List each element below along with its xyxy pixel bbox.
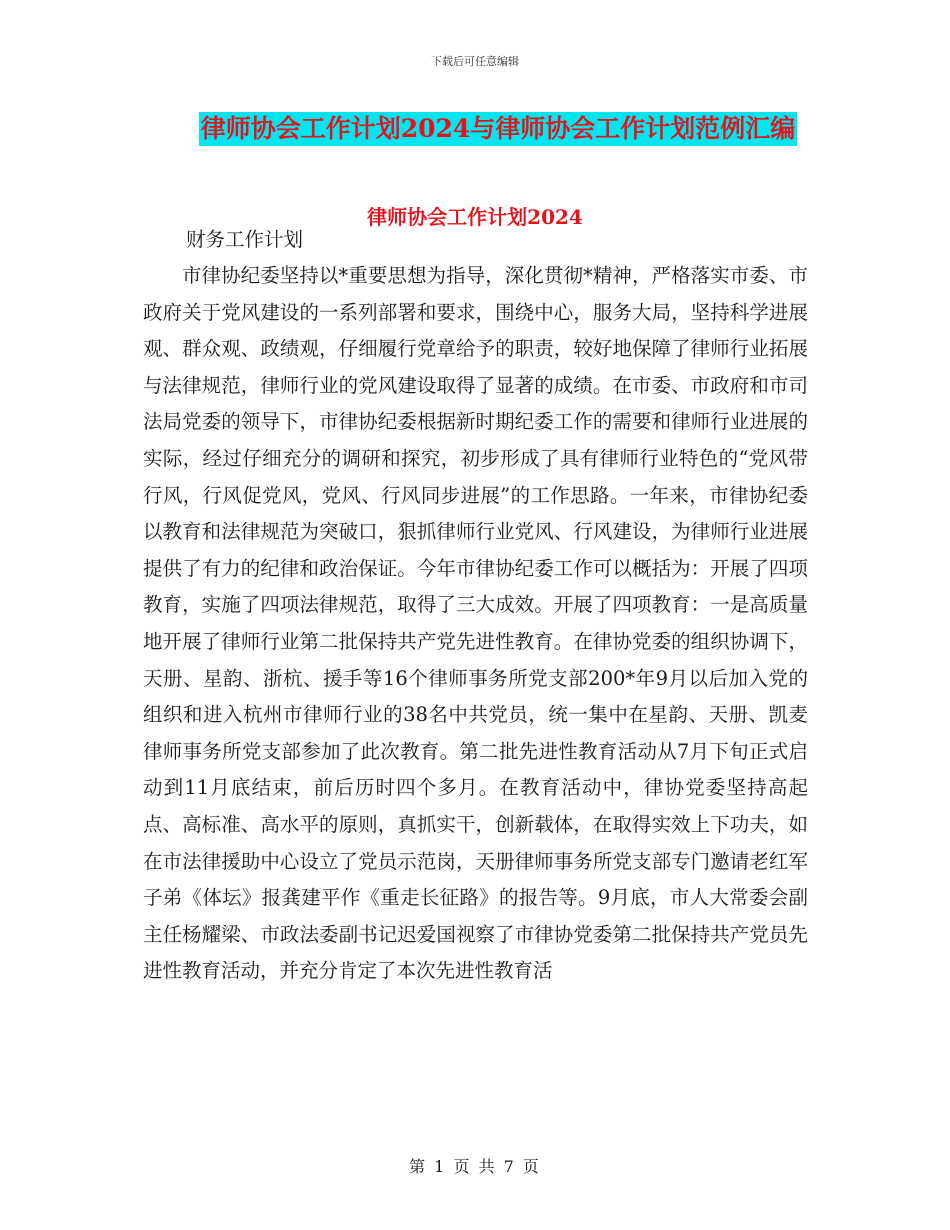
- document-body: [143, 258, 808, 990]
- section-label: 财务工作计划: [186, 228, 304, 251]
- document-main-title: 律师协会工作计划2024与律师协会工作计划范例汇编: [199, 112, 798, 146]
- body-paragraph: 市律协纪委坚持以*重要思想为指导，深化贯彻*精神，严格落实市委、市政府关于党风建设的一系列部署和要求，围绕中心，服务大局，坚持科学进展观、群众观、政绩观，仔细履行党章给予的职责，较好地保障了律师行业拓展与法律规范，律师行业的党风建设取得了显著的成绩。在市委、市政府和市司法局党委的领导下，市律协纪委根据新时期纪委工作的需要和律师行业进展的实际，经过仔细充分的调研和探究，初步形成了具有律师行业特色的“党风带行风，行风促党风，党风、行风同步进展”的工作思路。一年来，市律协纪委以教育和法律规范为突破口，狠抓律师行业党风、行风建设，为律师行业进展提供了有力的纪律和政治保证。今年市律协纪委工作可以概括为：开展了四项教育，实施了四项法律规范，取得了三大成效。开展了四项教育：一是高质量地开展了律师行业第二批保持共产党先进性教育。在律协党委的组织协调下，天册、星韵、浙杭、援手等16个律师事务所党支部200*年9月以后加入党的组织和进入杭州市律师行业的38名中共党员，统一集中在星韵、天册、凯麦律师事务所党支部参加了此次教育。第二批先进性教育活动从7月下旬正式启动到11月底结束，前后历时四个多月。在教育活动中，律协党委坚持高起点、高标准、高水平的原则，真抓实干，创新载体，在取得实效上下功夫，如在市法律援助中心设立了党员示范岗，天册律师事务所党支部专门邀请老红军子弟《体坛》报龚建平作《重走长征路》的报告等。9月底，市人大常委会副主任杨耀梁、市政法委副书记迟爱国视察了市律协党委第二批保持共产党员先进性教育活动，并充分肯定了本次先进性教育活: [143, 264, 808, 983]
- document-sub-title: 律师协会工作计划2024: [367, 205, 583, 229]
- page-indicator: 第 1 页 共 7 页: [409, 1157, 541, 1176]
- main-title-container: [0, 112, 950, 146]
- header-note: 下载后可任意编辑: [431, 55, 519, 68]
